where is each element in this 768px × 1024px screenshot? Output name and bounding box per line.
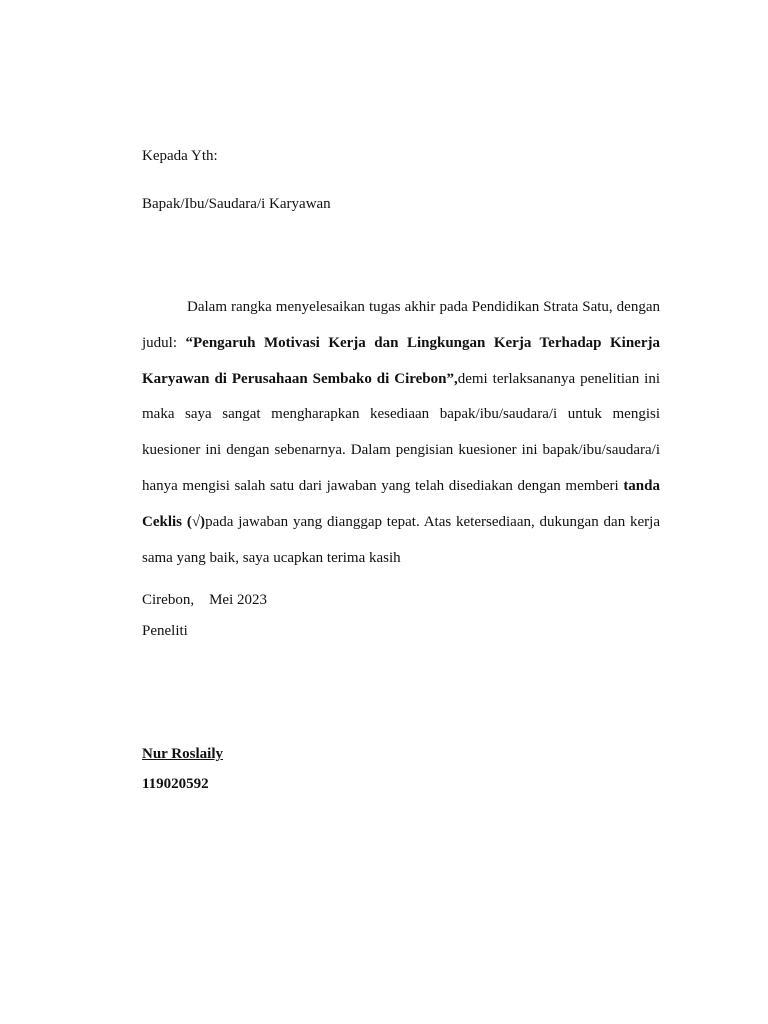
body-instruction-text: demi terlaksananya penelitian ini maka saya sangat mengharapkan kesediaan bapak/ibu/saudara/i untuk mengisi kuesioner ini dengan sebenarnya. Dalam pengisian kuesioner ini bapak/ibu/saudara/i hanya mengisi salah satu dari jawaban yang telah disediakan dengan memberi bbox=[142, 370, 660, 494]
signer-role: Peneliti bbox=[142, 623, 188, 639]
checkmark-instruction: tanda Ceklis (√) bbox=[142, 477, 660, 530]
recipient-name: Bapak/Ibu/Saudara/i Karyawan bbox=[142, 196, 331, 212]
body-intro-text: Dalam rangka menyelesaikan tugas akhir pada Pendidikan Strata Satu, dengan judul: bbox=[142, 299, 660, 351]
signer-id: 119020592 bbox=[142, 776, 209, 792]
research-title: “Pengaruh Motivasi Kerja dan Lingkungan Kerja Terhadap Kinerja Karyawan di Perusahaan Sembako di Cirebon”, bbox=[142, 334, 660, 387]
signer-name: Nur Roslaily bbox=[142, 746, 223, 762]
place-date: Cirebon, Mei 2023 bbox=[142, 592, 267, 608]
body-closing-text: pada jawaban yang dianggap tepat. Atas ketersediaan, dukungan dan kerja sama yang baik, saya ucapkan terima kasih bbox=[142, 513, 660, 566]
recipient-greeting: Kepada Yth: bbox=[142, 148, 218, 164]
letter-body-paragraph bbox=[142, 290, 660, 576]
